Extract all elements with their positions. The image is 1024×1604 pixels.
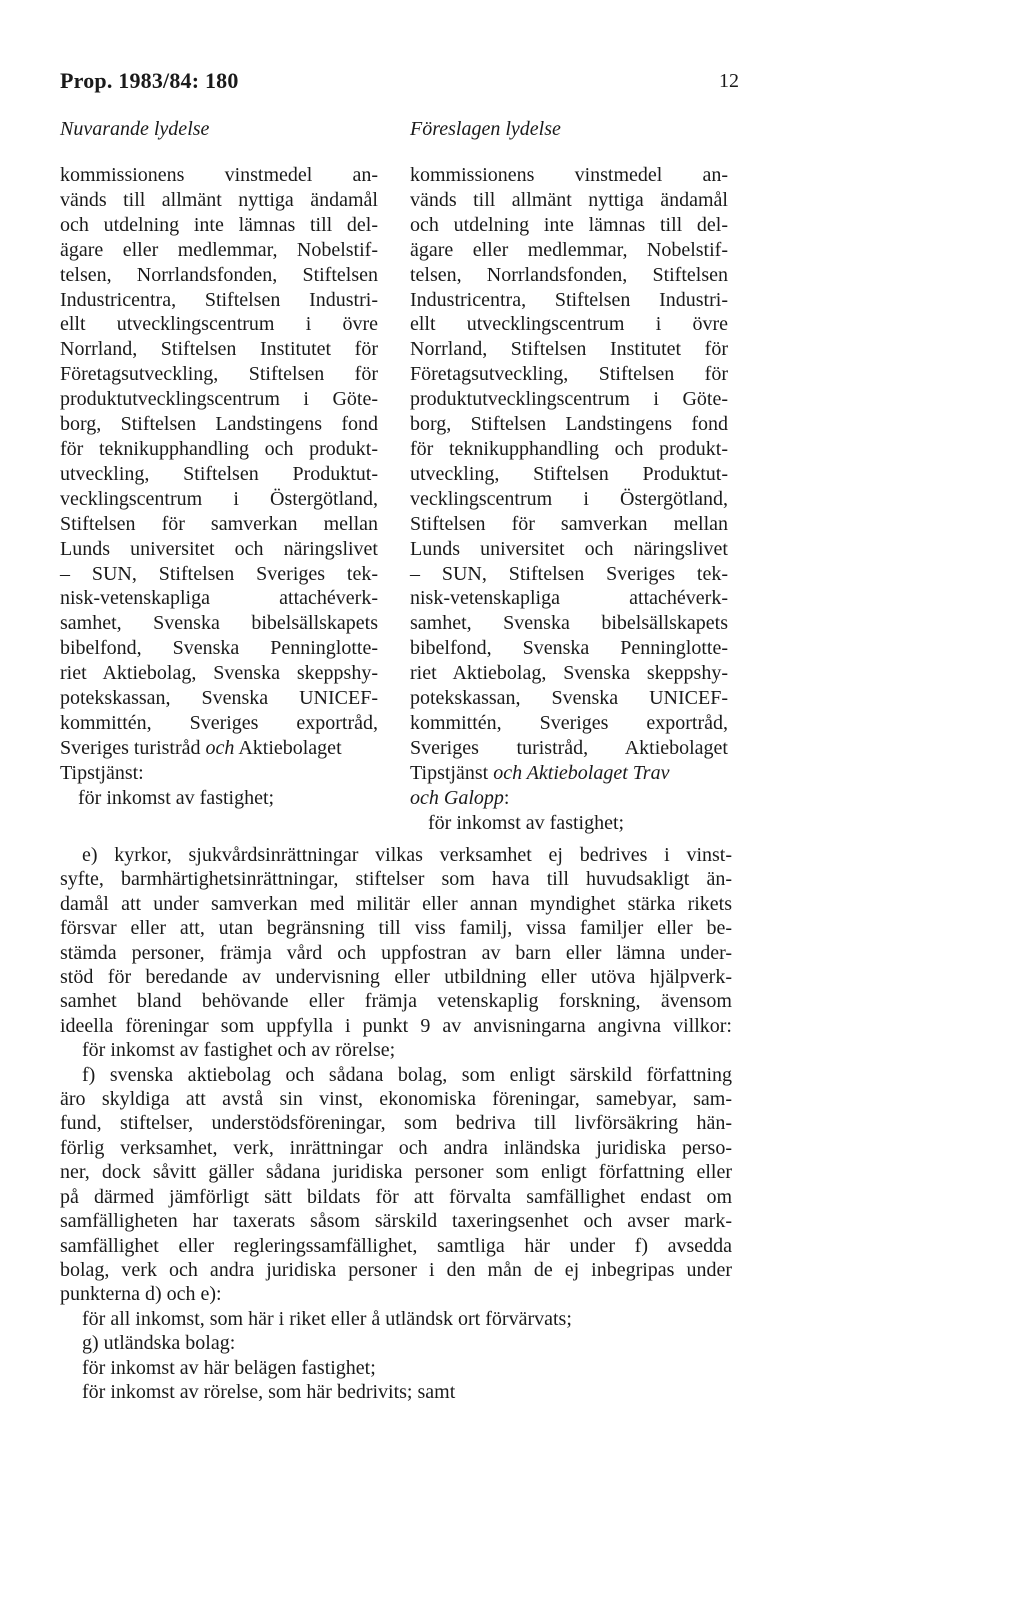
text-segment: : [503,786,510,809]
text-line: Norrland, Stiftelsen Institutet för [410,338,728,361]
proposed-wording-column [410,163,728,835]
text-line: Sveriges turistråd, Aktiebolaget [410,736,728,759]
text-line: samfällighet eller regleringssamfällighet, samtliga här under f) avsedda [60,1234,732,1257]
text-line: potekskassan, Svenska UNICEF- [60,687,378,710]
italic-segment: och Galopp [410,786,504,809]
text-line: Industricentra, Stiftelsen Industri- [60,288,378,311]
text-line: damål att under samverkan med militär eller annan myndighet stärka rikets [60,892,732,915]
text-line: – SUN, Stiftelsen Sveriges tek- [60,562,378,585]
text-line: nisk-vetenskapliga attachéverk- [60,587,378,610]
text-line: försvar eller att, utan begränsning till viss familj, vissa familjer eller be- [60,917,732,940]
text-segment: Tipstjänst [410,761,489,784]
text-line: Industricentra, Stiftelsen Industri- [410,288,728,311]
text-line: bolag, verk och andra juridiska personer i den mån de ej inbegripas under [60,1258,732,1281]
page-number: 12 [719,70,739,92]
text-line: Lunds universitet och näringslivet [60,537,378,560]
text-line: för inkomst av fastighet; [78,786,275,809]
text-line [410,786,728,811]
text-line: ner, dock såvitt gäller sådana juridiska personer som enligt författning eller [60,1161,732,1184]
text-line: – SUN, Stiftelsen Sveriges tek- [410,562,728,585]
text-line: Norrland, Stiftelsen Institutet för [60,338,378,361]
text-line: stöd för beredande av undervisning eller utbildning eller utöva hjälpverk- [60,966,732,989]
text-line: för inkomst av rörelse, som här bedrivits; samt [82,1380,456,1403]
text-line: vecklingscentrum i Östergötland, [410,487,728,510]
text-line [410,761,728,786]
text-line: utveckling, Stiftelsen Produktut- [410,462,728,485]
current-wording-heading: Nuvarande lydelse [60,118,210,140]
text-line: Stiftelsen för samverkan mellan [410,512,728,535]
text-line: fund, stiftelser, understödsföreningar, som bedriva till livförsäkring hän- [60,1112,732,1135]
text-line: Företagsutveckling, Stiftelsen för [60,363,378,386]
text-line: och utdelning inte lämnas till del- [60,213,378,236]
document-reference: Prop. 1983/84: 180 [60,68,239,93]
text-line: nisk-vetenskapliga attachéverk- [410,587,728,610]
current-wording-column [60,163,378,811]
text-line: ägare eller medlemmar, Nobelstif- [60,238,378,261]
body-text [60,843,732,1404]
text-line: telsen, Norrlandsfonden, Stiftelsen [60,263,378,286]
text-line: ellt utvecklingscentrum i övre [410,313,728,336]
text-segment: Aktiebolaget [234,736,342,759]
text-line: stämda personer, främja vård och uppfostran av barn eller lämna under- [60,941,732,964]
text-line: samhet, Svenska bibelsällskapets [410,612,728,635]
text-line: borg, Stiftelsen Landstingens fond [410,413,728,436]
text-line: för inkomst av fastighet; [428,811,625,834]
text-line: vänds till allmänt nyttiga ändamål [410,188,728,211]
text-line: utveckling, Stiftelsen Produktut- [60,462,378,485]
text-line: Stiftelsen för samverkan mellan [60,512,378,535]
text-segment: Sveriges turistråd [60,736,201,759]
text-line: kommittén, Sveriges exportråd, [60,711,378,734]
text-line: ägare eller medlemmar, Nobelstif- [410,238,728,261]
proposed-wording-heading: Föreslagen lydelse [410,118,561,140]
text-line: g) utländska bolag: [82,1332,236,1355]
text-line: ideella föreningar som uppfylla i punkt 9 av anvisningarna angivna villkor: [60,1014,732,1037]
text-line [60,736,378,761]
text-line: bibelfond, Svenska Penninglotte- [410,637,728,660]
text-line: vänds till allmänt nyttiga ändamål [60,188,378,211]
text-line: förlig verksamhet, verk, inrättningar och andra inländska juridiska perso- [60,1136,732,1159]
text-line: samhet, Svenska bibelsällskapets [60,612,378,635]
text-line: syfte, barmhärtighetsinrättningar, stiftelser som hava till huvudsakligt än- [60,868,732,891]
text-line: kommissionens vinstmedel an- [60,164,378,186]
text-line: produktutvecklingscentrum i Göte- [410,388,728,411]
text-line: potekskassan, Svenska UNICEF- [410,687,728,710]
text-line: för all inkomst, som här i riket eller å utländsk ort förvärvats; [82,1307,572,1330]
text-line: för inkomst av här belägen fastighet; [82,1356,376,1379]
italic-segment: och [205,736,235,759]
text-line: ellt utvecklingscentrum i övre [60,313,378,336]
text-line: samfälligheten har taxerats såsom särskild taxeringsenhet och avser mark- [60,1210,732,1233]
text-line: samhet bland behövande eller främja vetenskaplig forskning, ävensom [60,990,732,1013]
text-line: kommissionens vinstmedel an- [410,164,728,186]
text-line: riet Aktiebolag, Svenska skeppshy- [410,662,728,685]
text-line: för inkomst av fastighet och av rörelse; [82,1039,396,1062]
text-line: för teknikupphandling och produkt- [410,437,728,460]
text-line: för teknikupphandling och produkt- [60,437,378,460]
text-line: på därmed jämförligt sätt bildats för att förvalta samfällighet endast om [60,1185,732,1208]
text-line: bibelfond, Svenska Penninglotte- [60,637,378,660]
text-line: riet Aktiebolag, Svenska skeppshy- [60,662,378,685]
text-line: kommittén, Sveriges exportråd, [410,711,728,734]
text-line: telsen, Norrlandsfonden, Stiftelsen [410,263,728,286]
text-line: Lunds universitet och näringslivet [410,537,728,560]
text-line: borg, Stiftelsen Landstingens fond [60,413,378,436]
text-line: och utdelning inte lämnas till del- [410,213,728,236]
text-line: vecklingscentrum i Östergötland, [60,487,378,510]
text-line: punkterna d) och e): [60,1283,222,1306]
text-line: f) svenska aktiebolag och sådana bolag, som enligt särskild författning [82,1063,732,1086]
italic-segment: och Aktiebolaget Trav [493,761,670,784]
text-line: e) kyrkor, sjukvårdsinrättningar vilkas verksamhet ej bedrives i vinst- [82,844,732,866]
text-line: äro skyldiga att avstå sin vinst, ekonomiska föreningar, samebyar, sam- [60,1088,732,1111]
text-line: produktutvecklingscentrum i Göte- [60,388,378,411]
text-line: Tipstjänst: [60,761,144,784]
text-line: Företagsutveckling, Stiftelsen för [410,363,728,386]
